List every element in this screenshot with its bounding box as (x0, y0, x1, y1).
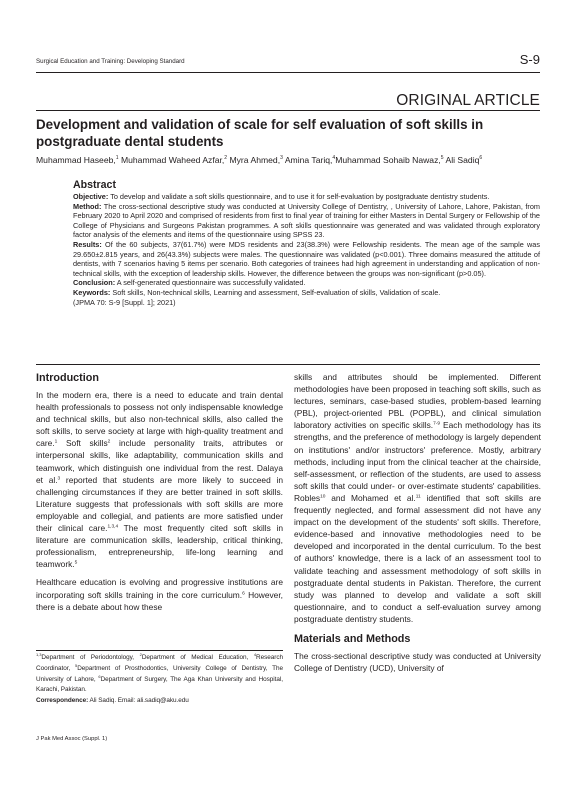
affiliation-marker: 5 (75, 662, 78, 668)
methods-heading: Materials and Methods (294, 632, 411, 645)
author: Ali Sadiq (445, 155, 480, 165)
abstract-conclusion-label: Conclusion: (73, 278, 116, 288)
journal-footer: J Pak Med Assoc (Suppl. 1) (36, 736, 108, 742)
affiliation-text: Department of Medical Education, (141, 654, 254, 661)
abstract-results (73, 240, 540, 278)
abstract (73, 179, 540, 307)
intro-paragraph-2 (36, 576, 283, 612)
abstract-citation: (JPMA 70: S-9 [Suppl. 1]; 2021) (73, 297, 176, 307)
text-run: identified that soft skills are frequently neglected, and formal assessment did not have any impact on the development of the students' soft skills. Therefore, evidence-based and innovative methodologies need to be developed and incorporated in the dental curriculum. To the best of authors' knowledge, there is a lack of an assessment tool to validate teaching and assessment methodology of soft skills in postgraduate dental students in Pakistan. Therefore, the current study was planned to develop and validate a soft skill questionnaire, and to conduct a self-evaluation survey among postgraduate dentistry students. (294, 492, 541, 624)
intro-paragraph-1 (36, 389, 283, 570)
affiliation-text: Research Coordinator, (36, 654, 283, 672)
abstract-keywords-label: Keywords: (73, 287, 111, 297)
abstract-keywords-text: Soft skills, Non-technical skills, Learning and assessment, Self-evaluation of skills, Validation of scale. (112, 287, 441, 297)
text-run: Soft skills (57, 438, 108, 449)
running-head: Surgical Education and Training: Developing Standard (36, 58, 185, 65)
abstract-method-label: Method: (73, 201, 102, 211)
reference-marker: 2 (107, 439, 111, 445)
left-column (36, 371, 283, 613)
section-label: ORIGINAL ARTICLE (396, 92, 540, 109)
abstract-conclusion (73, 278, 540, 288)
abstract-method-text: The cross-sectional descriptive study was conducted at University College of Dentistry, , University of Lahore, Lahore, Pakistan, from February 2020 to April 2020 and comprised of residents from first to final year of training for either Masters in Dental Surgery or Fellowship of the College of Physicians and Surgeons Pakistan programmes. A soft skills questionnaire was generated and was validated through exploratory factor analysis of the elements and items of the questionnaire using SPSS 23. (73, 201, 540, 240)
affiliation-marker: 1,3 (36, 652, 42, 657)
text-run: skills and attributes should be implemented. Different methodologies have been proposed in teaching soft skills, such as lectures, seminars, case-based studies, problem-based learning (PBL), project-oriented PBL (POPBL), and clinical simulation laboratory activities on specific skills. (294, 372, 541, 431)
correspondence-text: Ali Sadiq. Email: ali.sadiq@aku.edu (88, 697, 189, 705)
author-affiliation: 1 (115, 155, 119, 161)
right-paragraph-1 (294, 371, 541, 625)
author: Muhammad Sohaib Nawaz, (335, 155, 441, 165)
author-affiliation: 5 (440, 155, 444, 161)
right-column (294, 371, 541, 674)
reference-marker: 1 (54, 439, 58, 445)
affiliation-text: Department of Periodontology, (41, 654, 140, 661)
reference-marker: 3 (57, 476, 61, 482)
text-run: reported that students are more likely to succeed in challenging circumstances if they are better trained in soft skills. Literature suggests that professionals with soft skills are more employable and collegial, and patients are more satisfied under their clinical care. (36, 474, 283, 534)
author-list (36, 155, 556, 165)
affiliation-text: Department of Prosthodontics, University College of Dentistry, The University of Lahore, (36, 664, 283, 683)
abstract-keywords (73, 288, 540, 298)
affiliation-marker: 2 (139, 652, 142, 657)
author: Amina Tariq, (284, 155, 333, 165)
text-run: and Mohamed et al. (325, 492, 416, 503)
title-rule (36, 110, 540, 111)
author-affiliation: 3 (280, 155, 283, 161)
text-run: However, there is a debate about how these (36, 589, 283, 612)
author-affiliation: 6 (479, 155, 483, 161)
reference-marker: 10 (320, 494, 326, 500)
reference-marker: 5 (74, 560, 78, 566)
methods-paragraph: The cross-sectional descriptive study was conducted at University College of Dentistry (UCD), University of (294, 650, 541, 674)
abstract-objective (73, 192, 540, 202)
body-rule (36, 364, 540, 365)
abstract-results-label: Results: (73, 239, 102, 249)
abstract-method (73, 202, 540, 240)
reference-marker: 11 (415, 494, 421, 500)
article-title: Development and validation of scale for self evaluation of soft skills in postgraduate dental students (36, 117, 484, 149)
abstract-heading: Abstract (73, 179, 116, 191)
footnote-rule (36, 650, 283, 651)
abstract-conclusion-text: A self-generated questionnaire was successfully validated. (116, 278, 306, 288)
reference-marker: 6 (242, 591, 245, 596)
abstract-objective-text: To develop and validate a soft skills questionnaire, and to use it for self-evaluation by postgraduate dentistry students. (110, 192, 490, 201)
introduction-heading: Introduction (36, 372, 99, 384)
text-run: Each methodology has its strengths, and the preference of methodology is largely dependent on institutions' and/or instructors' preference. Mostly, arbitrary methods, including input from the clinical teacher at the chairside, self-assessment, or reflection of the students, are used to assess soft skills that could under- or over-estimate students' capabilities. Robles (294, 420, 541, 503)
text-run: Healthcare education is evolving and progressive institutions are incorporating soft skills training in the core curriculum. (36, 577, 283, 600)
affiliation-marker: 6 (98, 673, 101, 679)
affiliation-marker: 4 (253, 652, 257, 657)
reference-marker: 7-9 (433, 421, 441, 427)
affiliation-text: Department of Surgery, The Aga Khan University and Hospital, Karachi, Pakistan. (36, 675, 283, 694)
page-number: S-9 (519, 52, 540, 67)
header-rule (36, 72, 540, 73)
text-run: The most frequently cited soft skills in literature are communication skills, leadership, critical thinking, professionalism, entrepreneurship, life-long learning and teamwork. (36, 523, 283, 570)
text-run: In the modern era, there is a need to educate and train dental health professionals to possess not only indispensable knowledge and technical skills, but also non-technical skills, also called the soft skills, to serve society at large with high-quality treatment and care. (36, 390, 283, 449)
reference-marker: 1,3,4 (107, 524, 119, 530)
author: Muhammad Waheed Azfar, (120, 155, 225, 165)
author-affiliation: 2 (224, 155, 228, 161)
abstract-objective-label: Objective: (73, 192, 109, 201)
text-run: include personality traits, attributes or interpersonal skills, like adaptability, communication skills and teamwork, which distinguish one individual from the rest. Dalaya et al. (36, 438, 284, 485)
affiliations-footnote (36, 653, 283, 707)
author: Myra Ahmed, (229, 155, 281, 165)
abstract-results-text: Of the 60 subjects, 37(61.7%) were MDS residents and 23(38.3%) were Fellowship residents. The mean age of the sample was 29.650±2.815 years, and 26(43.3%) subjects were males. The questionnaire was validated (p<0.001). Three domains measured the attitude of dentists, with 7 scenarios having 5 items per scenario. Both categories of trainees had high agreement in understanding and application of non-technical skills, with the exception of leadership skills. However, the difference between the groups was non-significant (p>0.05). (73, 239, 540, 278)
author-affiliation: 4 (332, 155, 336, 161)
author: Muhammad Haseeb, (36, 155, 116, 165)
correspondence-label: Correspondence: (36, 697, 89, 705)
